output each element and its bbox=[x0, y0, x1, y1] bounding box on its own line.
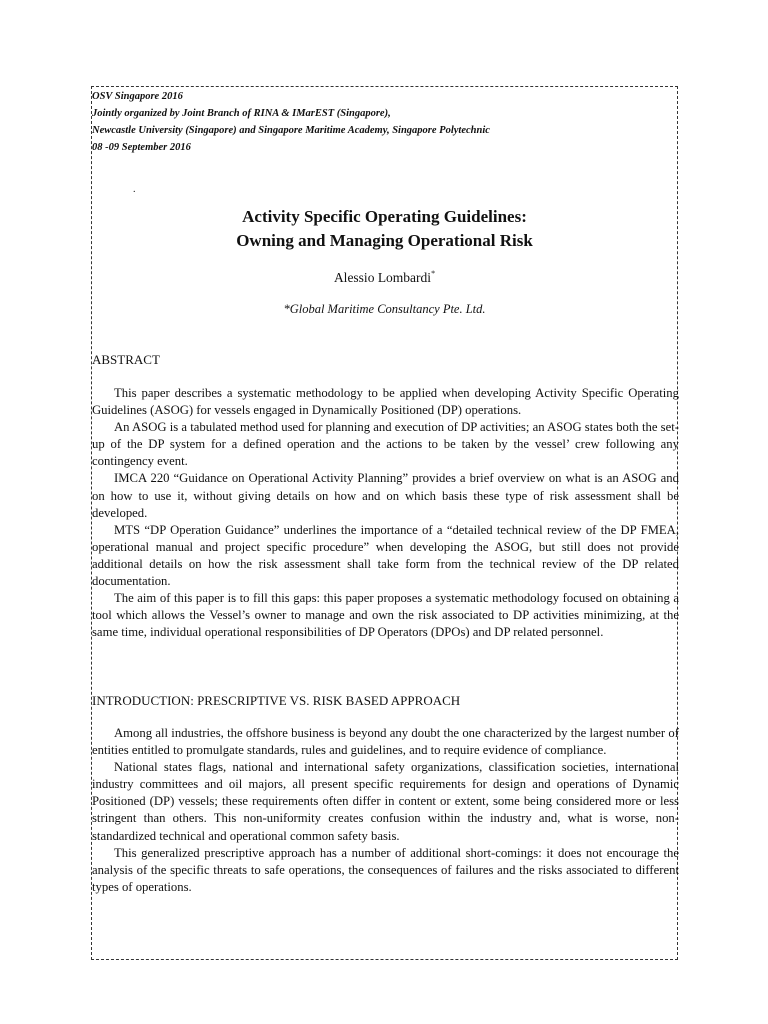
abstract-paragraph: IMCA 220 “Guidance on Operational Activity Planning” provides a brief overview on what is an ASOG and on how to use it, without giving details on how and on which basis these type of risk assessment shall be developed. bbox=[92, 471, 679, 520]
abstract-body bbox=[92, 385, 679, 641]
author-line bbox=[92, 265, 677, 287]
title-line-1: Activity Specific Operating Guidelines: bbox=[242, 207, 527, 226]
author-name: Alessio Lombardi bbox=[333, 270, 432, 285]
conference-info bbox=[92, 88, 490, 156]
stray-mark: . bbox=[133, 184, 136, 195]
introduction-paragraph: National states flags, national and international safety organizations, classification societies, international industry committees and oil majors, all present specific requirements for design and operations of Dynamic Positioned (DP) vessels; these requirements often differ in content or extent, some being considered more or less stringent than others. This non-uniformity creates confusion within the industry and, what is worse, non-standardized technical and operational common safety basis. bbox=[92, 760, 679, 843]
paper-title bbox=[92, 205, 677, 253]
abstract-paragraph: This paper describes a systematic methodology to be applied when developing Activity Specific Operating Guidelines (ASOG) for vessels engaged in Dynamically Positioned (DP) operations. bbox=[92, 386, 679, 418]
introduction-heading: INTRODUCTION: PRESCRIPTIVE VS. RISK BASED APPROACH bbox=[92, 693, 461, 708]
abstract-paragraph: MTS “DP Operation Guidance” underlines the importance of a “detailed technical review of the DP FMEA, operational manual and project specific procedure” when developing the ASOG, but still does not provide additional details on how the risk assessment shall take form from the technical review of the DP related documentation. bbox=[92, 522, 679, 589]
abstract-paragraph: The aim of this paper is to fill this gaps: this paper proposes a systematic methodology focused on obtaining a tool which allows the Vessel’s owner to manage and own the risk associated to DP activities minimizing, at the same time, individual operational responsibilities of DP Operators (DPOs) and DP related personnel. bbox=[92, 591, 679, 640]
introduction-paragraph: This generalized prescriptive approach has a number of additional short-comings: it does not encourage the analysis of the specific threats to safe operations, the consequences of failures and the risks associated to different types of operations. bbox=[92, 845, 679, 894]
introduction-body bbox=[92, 725, 679, 896]
conference-partners: Newcastle University (Singapore) and Singapore Maritime Academy, Singapore Polytechnic bbox=[92, 125, 490, 136]
author-marker: * bbox=[431, 269, 436, 278]
introduction-paragraph: Among all industries, the offshore business is beyond any doubt the one characterized by the largest number of entities entitled to promulgate standards, rules and guidelines, and to require evidence of compliance. bbox=[92, 726, 679, 758]
conference-name: OSV Singapore 2016 bbox=[92, 91, 183, 102]
abstract-paragraph: An ASOG is a tabulated method used for planning and execution of DP activities; an ASOG states both the set-up of the DP system for a defined operation and the actions to be taken by the vessel’ crew following any contingency event. bbox=[92, 420, 679, 469]
abstract-heading: ABSTRACT bbox=[92, 352, 160, 367]
author-affiliation: *Global Maritime Consultancy Pte. Ltd. bbox=[283, 302, 486, 316]
title-line-2: Owning and Managing Operational Risk bbox=[236, 231, 533, 250]
conference-dates: 08 -09 September 2016 bbox=[92, 142, 191, 153]
conference-organizers: Jointly organized by Joint Branch of RINA & IMarEST (Singapore), bbox=[92, 108, 391, 119]
